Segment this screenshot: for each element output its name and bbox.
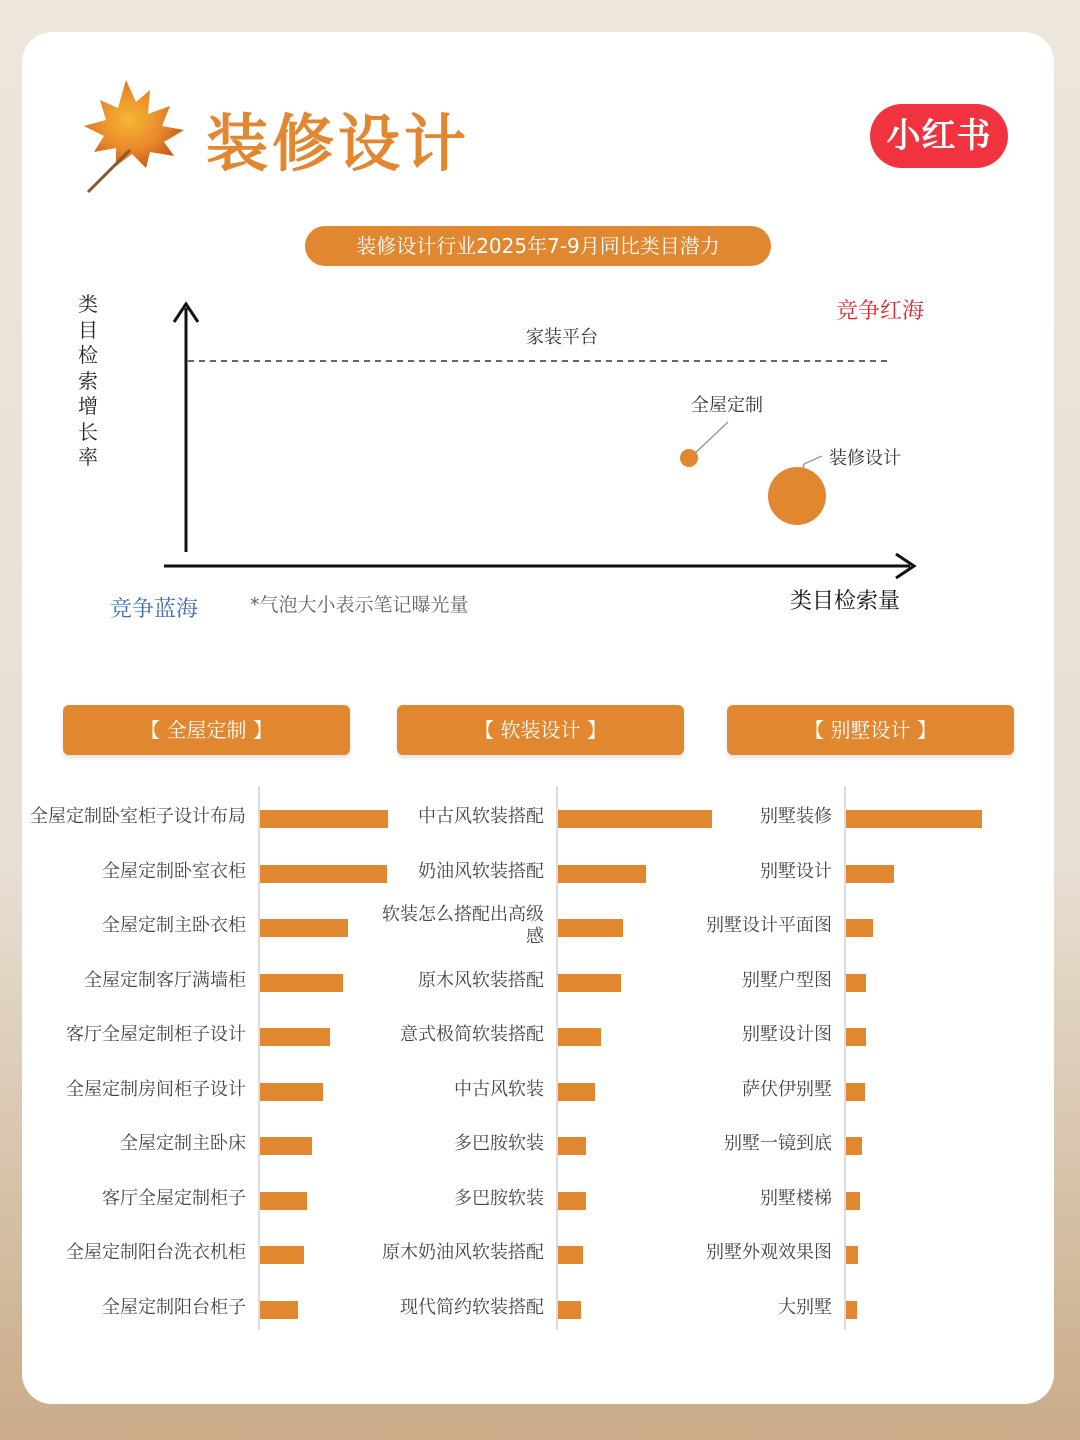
panel-title-bieshu: 【 别墅设计 】	[727, 705, 1014, 755]
leader-line	[804, 456, 822, 464]
bar-label: 多巴胺软装	[454, 1187, 544, 1209]
y-axis-title: 类目检索增长率	[78, 292, 98, 469]
bar-label: 全屋定制主卧床	[120, 1133, 246, 1154]
bar-label: 客厅全屋定制柜子设计	[66, 1024, 246, 1045]
bar	[558, 919, 623, 937]
bar-label: 原木风软装搭配	[418, 969, 544, 991]
bar-label: 别墅装修	[760, 806, 832, 827]
bar	[558, 1028, 601, 1046]
bar-label: 大别墅	[778, 1296, 832, 1318]
bubble-label-quanwu: 全屋定制	[691, 395, 763, 416]
x-axis-title: 类目检索量	[790, 589, 901, 614]
page-title: 装修设计	[206, 107, 471, 180]
bar-label: 别墅设计平面图	[706, 915, 832, 936]
bubble-label-zhuangxiu: 装修设计	[829, 448, 901, 469]
bar-label: 现代简约软装搭配	[400, 1296, 544, 1318]
bar	[558, 1246, 583, 1264]
bar-label: 中古风软装	[454, 1078, 544, 1100]
bar	[846, 1301, 857, 1319]
bar-label: 别墅户型图	[742, 969, 832, 991]
panel-title-ruanzhuang: 【 软装设计 】	[397, 705, 684, 755]
bar	[558, 1301, 581, 1319]
bar	[558, 1192, 586, 1210]
bar-label: 原木奶油风软装搭配	[382, 1242, 544, 1263]
bar	[846, 1028, 866, 1046]
bar-label: 全屋定制卧室衣柜	[102, 860, 246, 882]
blue-ocean-label: 竞争蓝海	[110, 597, 199, 622]
bar-label: 别墅楼梯	[760, 1187, 832, 1209]
bar-label: 全屋定制卧室柜子设计布局	[30, 806, 246, 827]
bar-label: 全屋定制房间柜子设计	[66, 1078, 246, 1100]
bubble-quanwu	[680, 449, 698, 467]
bar-label: 意式极简软装搭配	[400, 1024, 544, 1045]
reference-line-label: 家装平台	[526, 327, 598, 348]
bar	[846, 865, 894, 883]
bubble-size-note: *气泡大小表示笔记曝光量	[250, 594, 469, 616]
bar-label: 全屋定制客厅满墙柜	[84, 969, 246, 991]
bar	[846, 1192, 860, 1210]
bar	[846, 1246, 858, 1264]
bar-label: 多巴胺软装	[454, 1133, 544, 1154]
bar	[846, 1137, 862, 1155]
bar-label: 奶油风软装搭配	[418, 860, 544, 882]
bar-label: 全屋定制阳台洗衣机柜	[66, 1242, 246, 1263]
bar	[846, 1083, 865, 1101]
bar-label: 别墅一镜到底	[724, 1133, 832, 1154]
infographic-card	[22, 32, 1054, 1404]
bar	[846, 810, 982, 828]
bar-label: 客厅全屋定制柜子	[102, 1187, 246, 1209]
chart-subtitle: 装修设计行业2025年7-9月同比类目潜力	[305, 226, 771, 266]
panel-title-quanwu: 【 全屋定制 】	[63, 705, 350, 755]
bar	[846, 974, 866, 992]
bar-label: 别墅设计图	[742, 1024, 832, 1045]
bar-label: 全屋定制阳台柜子	[102, 1296, 246, 1318]
bar	[558, 1137, 586, 1155]
bar-label: 全屋定制主卧衣柜	[102, 915, 246, 936]
bar-label: 中古风软装搭配	[418, 806, 544, 827]
bar	[558, 1083, 595, 1101]
bar-label: 软装怎么搭配出高级感	[382, 904, 544, 947]
bar-label: 别墅设计	[760, 860, 832, 882]
bubble-zhuangxiu	[768, 467, 826, 525]
bar	[558, 974, 621, 992]
red-ocean-label: 竞争红海	[836, 299, 925, 324]
xiaohongshu-logo: 小红书	[870, 104, 1008, 168]
bar-label: 别墅外观效果图	[706, 1242, 832, 1263]
bar	[558, 865, 646, 883]
bar	[846, 919, 873, 937]
bar-label: 萨伏伊别墅	[742, 1078, 832, 1100]
